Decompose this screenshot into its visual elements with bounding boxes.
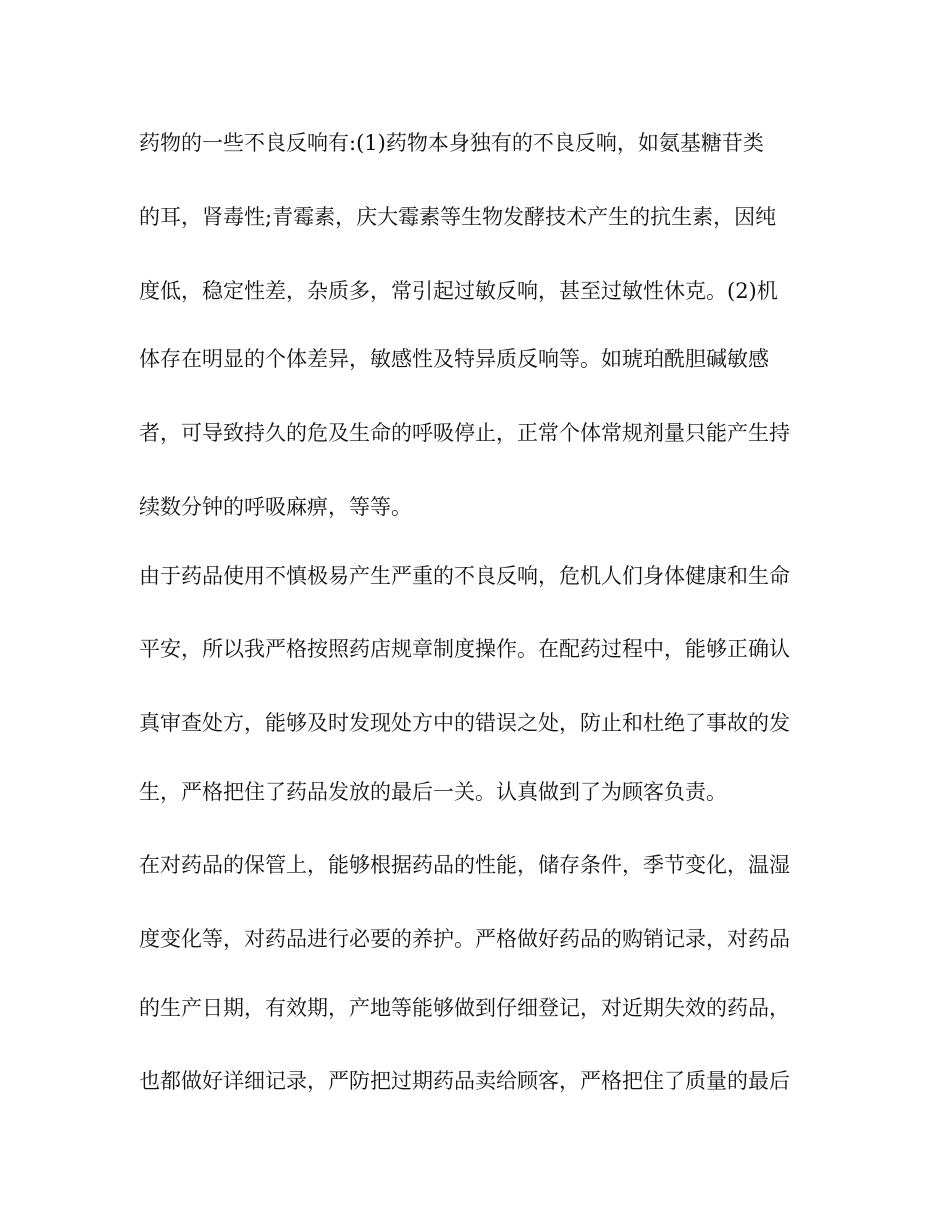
- text-line: 药物的一些不良反响有:(1)药物本身独有的不良反响，如氨基糖苷类: [139, 131, 764, 155]
- text-line: 的生产日期，有效期，产地等能够做到仔细登记，对近期失效的药品，: [139, 996, 790, 1020]
- text-line: 在对药品的保管上，能够根据药品的性能，储存条件，季节变化，温湿: [139, 853, 790, 877]
- text-line: 的耳，肾毒性;青霉素，庆大霉素等生物发酵技术产生的抗生素，因纯: [139, 205, 777, 229]
- text-line: 体存在明显的个体差异，敏感性及特异质反响等。如琥珀酰胆碱敏感: [139, 347, 769, 371]
- text-line: 平安，所以我严格按照药店规章制度操作。在配药过程中，能够正确认: [139, 637, 790, 661]
- text-line: 续数分钟的呼吸麻痹，等等。: [139, 495, 412, 519]
- text-line: 也都做好详细记录，严防把过期药品卖给顾客，严格把住了质量的最后: [139, 1069, 790, 1093]
- text-line: 者，可导致持久的危及生命的呼吸停止，正常个体常规剂量只能产生持: [139, 421, 790, 445]
- text-line: 真审查处方，能够及时发现处方中的错误之处，防止和杜绝了事故的发: [139, 711, 790, 735]
- text-line: 生，严格把住了药品发放的最后一关。认真做到了为顾客负责。: [139, 780, 727, 804]
- text-line: 由于药品使用不慎极易产生严重的不良反响，危机人们身体健康和生命: [139, 564, 790, 588]
- text-line: 度变化等，对药品进行必要的养护。严格做好药品的购销记录，对药品: [139, 927, 790, 951]
- text-line: 度低，稳定性差，杂质多，常引起过敏反响，甚至过敏性休克。(2)机: [139, 279, 778, 303]
